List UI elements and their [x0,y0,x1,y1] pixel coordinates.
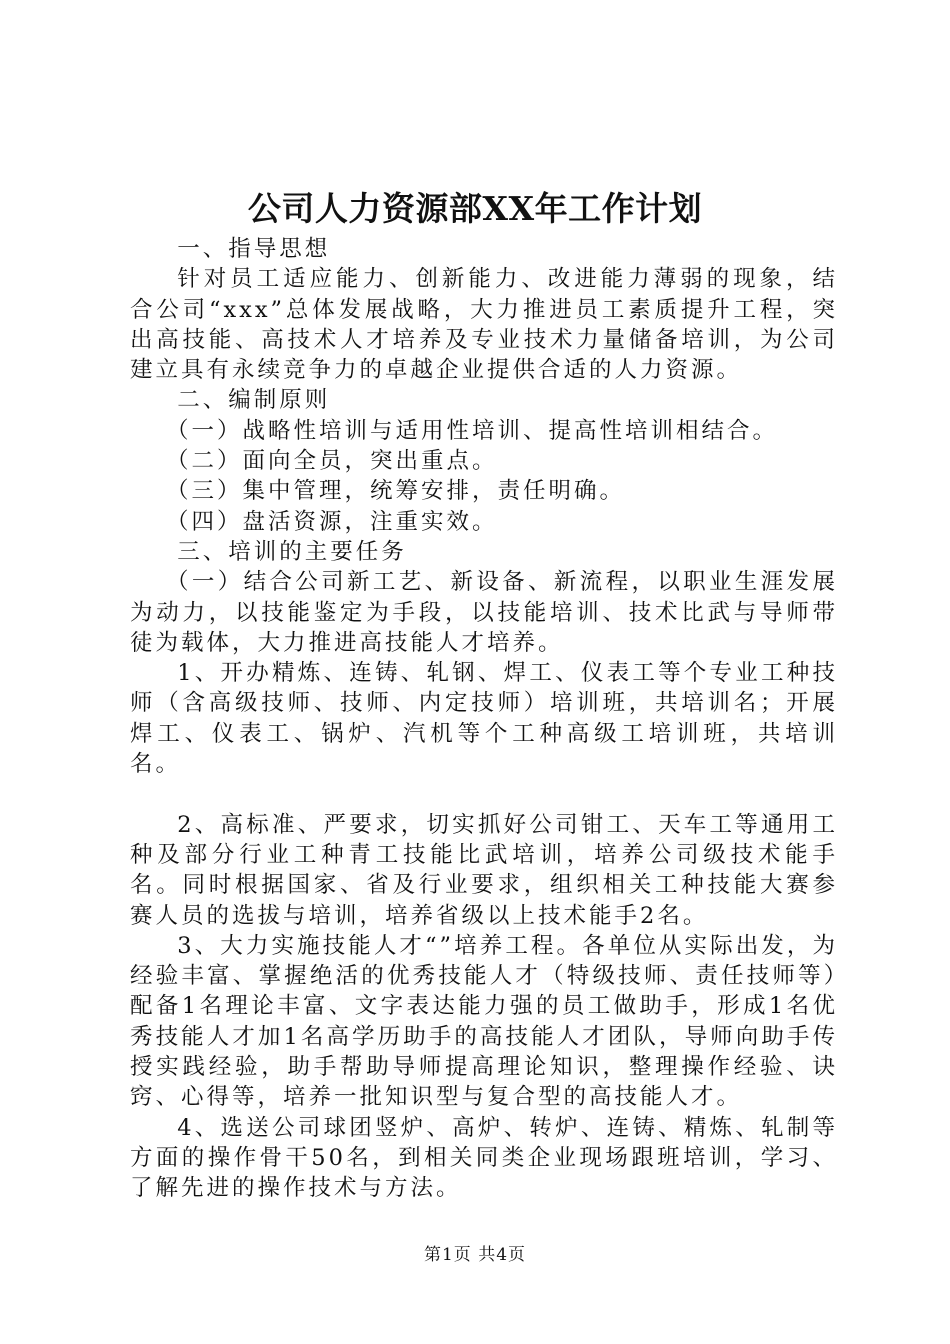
principle-item-4: （四）盘活资源，注重实效。 [166,508,498,535]
principle-item-2: （二）面向全员，突出重点。 [166,448,498,475]
principle-item-1: （一）战略性培训与适用性培训、提高性培训相结合。 [166,417,779,444]
section-heading-guiding-ideology: 一、指导思想 [177,236,331,262]
task-item-1: 1、开办精炼、连铸、轧钢、焊工、仪表工等个专业工种技师（含高级技师、技师、内定技师）培训班，共培训名；开展焊工、仪表工、锅炉、汽机等个工种高级工培训班，共培训名。 [130,660,838,778]
document-body [130,234,838,1204]
document-title: 公司人力资源部XX年工作计划 [247,189,703,228]
paragraph-gap [130,779,838,809]
task-paragraph-intro: （一）结合公司新工艺、新设备、新流程，以职业生涯发展为动力，以技能鉴定为手段，以技能培训、技术比武与导师带徒为载体，大力推进高技能人才培养。 [130,569,838,656]
section-heading-principles: 二、编制原则 [177,387,331,414]
paragraph-guiding-ideology: 针对员工适应能力、创新能力、改进能力薄弱的现象，结合公司“xxx”总体发展战略，大力推进员工素质提升工程，突出高技能、高技术人才培养及专业技术力量储备培训，为公司建立具有永续竞争力的卓越企业提供合适的人力资源。 [130,266,838,384]
principle-item-3: （三）集中管理，统筹安排，责任明确。 [166,478,626,505]
task-item-3: 3、大力实施技能人才“”培养工程。各单位从实际出发，为经验丰富、掌握绝活的优秀技能人才（特级技师、责任技师等）配备1名理论丰富、文字表达能力强的员工做助手，形成1名优秀技能人才加1名高学历助手的高技能人才团队，导师向助手传授实践经验，助手帮助导师提高理论知识，整理操作经验、诀窍、心得等，培养一批知识型与复合型的高技能人才。 [130,932,838,1111]
section-heading-main-tasks: 三、培训的主要任务 [177,538,407,565]
task-item-4: 4、选送公司球团竖炉、高炉、转炉、连铸、精炼、轧制等方面的操作骨干50名，到相关同类企业现场跟班培训，学习、了解先进的操作技术与方法。 [130,1114,838,1202]
page-footer: 第1页 共4页 [423,1245,527,1265]
task-item-2: 2、高标准、严要求，切实抓好公司钳工、天车工等通用工种及部分行业工种青工技能比武培训，培养公司级技术能手名。同时根据国家、省及行业要求，组织相关工种技能大赛参赛人员的选拔与培训，培养省级以上技术能手2名。 [130,811,838,929]
